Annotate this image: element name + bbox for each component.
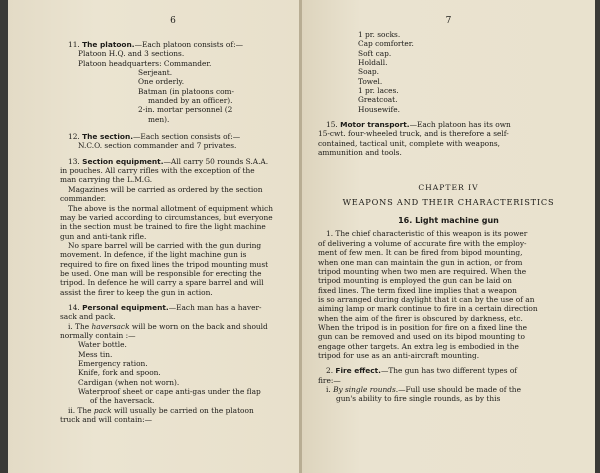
chapter-number: CHAPTER IV [418,183,479,193]
section-12: 12. The section.—Each section consists of:— N.C.O. section commander and 7 privates. [68,132,241,151]
list-item: Cap comforter. [358,39,414,49]
section-11: 11. The platoon.—Each platoon consists of:— Platoon H.Q. and 3 sections. Platoon headquarters: Commander. Serjeant. One orderly. Batman (in platoons com- manded by an officer). 2-in. mortar personnel (2 men). [68,40,243,124]
list-item: Towel. [358,76,383,86]
list-item: Emergency ration. [78,359,148,368]
page-number: 7 [445,16,452,26]
list-item: Soap. [358,67,379,77]
section-15: 15. Motor transport.—Each platoon has its own 15-cwt. four-wheeled truck, and is therefore a self- contained, tactical unit, complete with weapons, ammunition and tools. [318,120,511,158]
list-item: Cardigan (when not worn). [78,377,180,387]
list-item: Housewife. [358,104,400,114]
list-item: Holdall. [358,58,388,68]
page-number: 6 [170,16,176,26]
section-14: 14. Personal equipment.—Each man has a haver- sack and pack. i. The haversack will be worn on the back and should normally contain :— Water bottle. Mess tin. Emergency ration. Knife, fork and spoon. Cardigan (when not worn). Waterproof sheet or cape anti-gas under the flap of the haversack. ii. The pack will usually be carried on the platoon truck and will contain:— [60,303,286,424]
list-item: 1 pr. laces. [358,86,399,96]
list-item: Knife, fork and spoon. [78,368,161,378]
list-item: Soft cap. [358,48,392,58]
list-item: 1 pr. socks. [358,30,401,39]
list-item: Greatcoat. [358,95,398,105]
section-16: 1. The chief characteristic of this weapon is its power of delivering a volume of accurate fire with the employ- ment of few men. It can be fired from bipod mounting, when one man can maintain the gun in action, or from tripod mounting when two men are required. When the tripod mounting is employed the gun can be laid on fixed lines. The term fixed line implies that a weapon is so arranged during daylight that it can by the use of an aiming lamp or mark continue to fire in a certain direction when the aim of the firer is obscured by darkness, etc. When the tripod is in position for fire on a fixed line the gun can be removed and used on its bipod mounting to engage other targets. An extra leg is embodied in the tripod for use as an anti-aircraft mounting. 2. Fire effect.—The gun has two different types of fire:— i. By single rounds.—Full use should be made of the gun's ability to fire single rounds, as by this [318,229,538,404]
right-page [302,0,595,473]
section-13: 13. Section equipment.—All carry 50 rounds S.A.A. in pouches. All carry rifles with the exception of the man carrying the L.M.G. Magazines will be carried as ordered by the section commander. The above is the normal allotment of equipment which may be varied according to circumstances, but everyone in the section must be trained to fire the light machine gun and anti-tank rifle. No spare barrel will be carried with the gun during movement. In defence, if the light machine gun is required to fire on fixed lines the tripod mounting must be used. One man will be responsible for erecting the tripod. In defence he will carry a spare barrel and will assist the firer to keep the gun in action. [60,156,274,297]
left-page [8,0,300,473]
pack-contents-list [318,30,579,114]
list-item: Mess tin. [78,349,113,359]
chapter-title: WEAPONS AND THEIR CHARACTERISTICS [342,197,555,208]
section-heading: 16. Light machine gun [398,216,499,226]
list-item: Water bottle. [78,340,127,350]
